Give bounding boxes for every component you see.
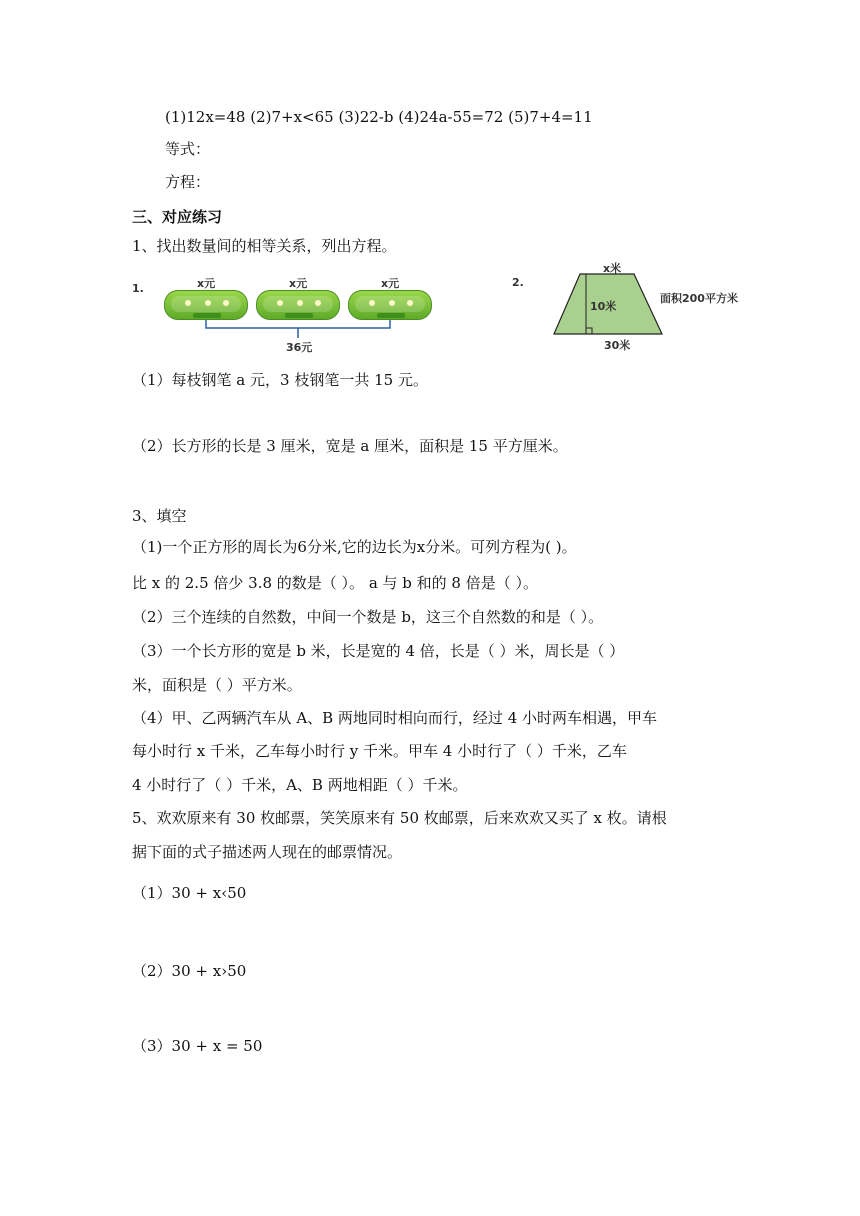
pencil-case-1	[164, 290, 248, 320]
question-3: 3、填空	[132, 507, 187, 525]
question-3-3b: 米，面积是（ ）平方米。	[132, 676, 302, 694]
trapezoid-bottom-label: 30米	[604, 339, 631, 352]
question-1-2: （2）长方形的长是 3 厘米，宽是 a 厘米，面积是 15 平方厘米。	[132, 437, 568, 455]
question-5: 5、欢欢原来有 30 枚邮票，笑笑原来有 50 枚邮票，后来欢欢又买了 x 枚。请根	[132, 809, 667, 827]
fangcheng-label: 方程：	[165, 173, 211, 191]
question-1: 1、找出数量间的相等关系，列出方程。	[132, 237, 397, 255]
case-price-3: x元	[381, 277, 400, 290]
section-heading: 三、对应练习	[132, 208, 223, 226]
question-3-1b: 比 x 的 2.5 倍少 3.8 的数是（ ）。 a 与 b 和的 8 倍是（ ）。	[132, 574, 539, 592]
pencil-case-3	[348, 290, 432, 320]
trapezoid-height-label: 10米	[590, 300, 617, 313]
trapezoid-top-label: x米	[603, 262, 622, 275]
figure-2-number: 2.	[512, 276, 524, 289]
total-bracket	[160, 318, 440, 340]
question-3-3: （3）一个长方形的宽是 b 米，长是宽的 4 倍，长是（ ）米，周长是（ ）	[132, 642, 625, 660]
question-3-1: （1)一个正方形的周长为6分米,它的边长为x分米。可列方程为( )。	[132, 538, 577, 556]
question-1-1: （1）每枝钢笔 a 元，3 枝钢笔一共 15 元。	[132, 371, 428, 389]
question-5-3: （3）30 + x = 50	[132, 1037, 263, 1055]
case-price-2: x元	[289, 277, 308, 290]
question-5b: 据下面的式子描述两人现在的邮票情况。	[132, 843, 403, 861]
equation-label: 等式：	[165, 140, 211, 158]
trapezoid-area-label: 面积200平方米	[660, 292, 738, 305]
pencil-case-2	[256, 290, 340, 320]
question-5-2: （2）30 + x›50	[132, 962, 247, 980]
question-3-4b: 每小时行 x 千米，乙车每小时行 y 千米。甲车 4 小时行了（ ）千米，乙车	[132, 742, 627, 760]
exercise-list: (1)12x=48 (2)7+x<65 (3)22-b (4)24a-55=72 (5)7+4=11	[165, 108, 593, 126]
total-price: 36元	[286, 341, 313, 354]
case-price-1: x元	[197, 277, 216, 290]
question-3-4: （4）甲、乙两辆汽车从 A、B 两地同时相向而行，经过 4 小时两车相遇，甲车	[132, 709, 658, 727]
question-3-4c: 4 小时行了（ ）千米，A、B 两地相距（ ）千米。	[132, 776, 468, 794]
question-3-2: （2）三个连续的自然数，中间一个数是 b，这三个自然数的和是（ ）。	[132, 608, 604, 626]
figure-1-number: 1.	[132, 282, 144, 295]
question-5-1: （1）30 + x‹50	[132, 884, 247, 902]
